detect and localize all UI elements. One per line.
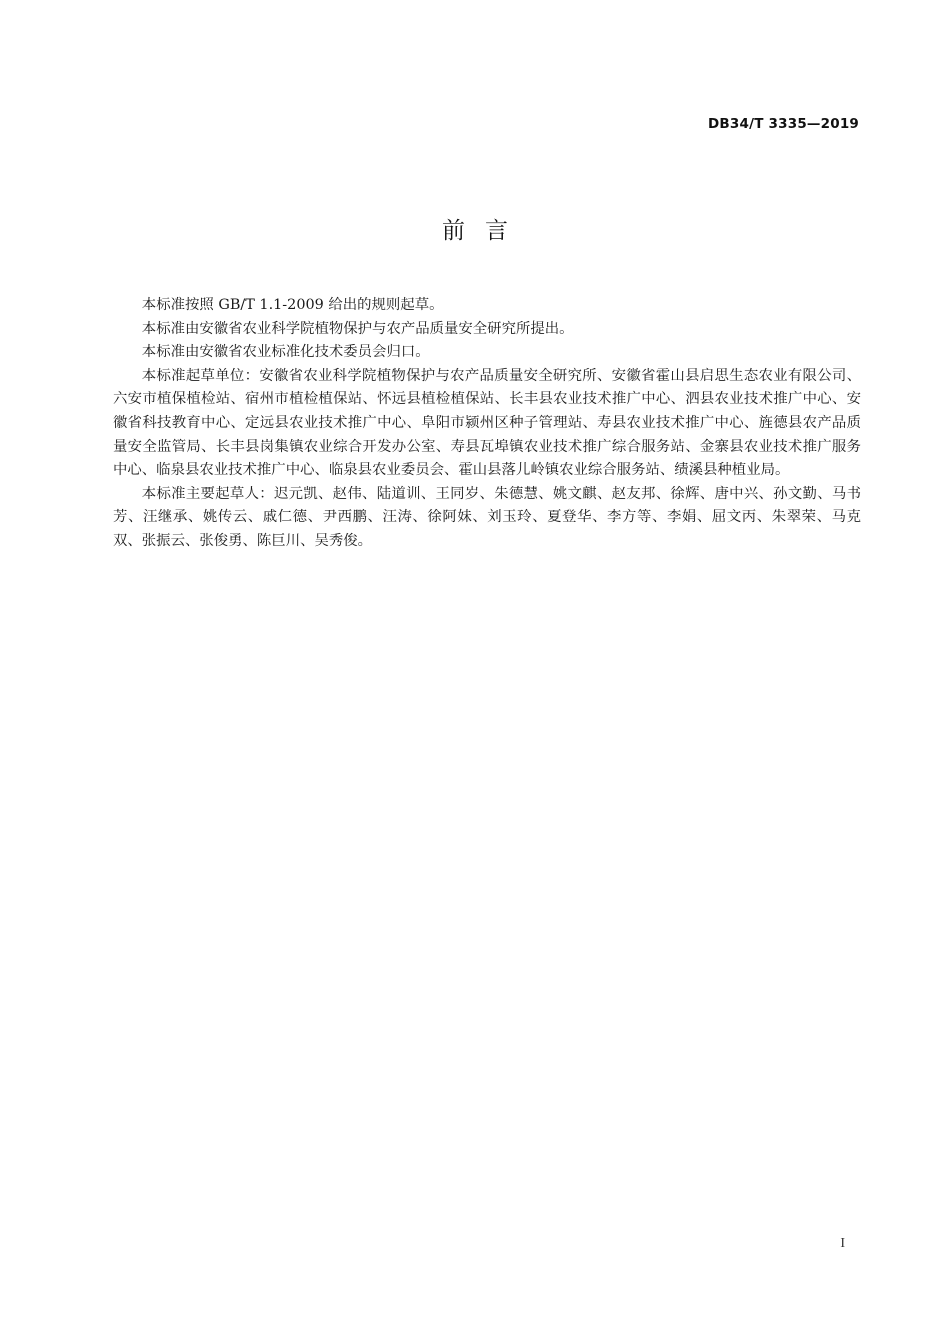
paragraph-drafting-units: 本标准起草单位：安徽省农业科学院植物保护与农产品质量安全研究所、安徽省霍山县启思生态农业有限公司、六安市植保植检站、宿州市植检植保站、怀远县植检植保站、长丰县农业技术推广中心、泗县农业技术推广中心、安徽省科技教育中心、定远县农业技术推广中心、阜阳市颍州区种子管理站、寿县农业技术推广中心、旌德县农产品质量安全监管局、长丰县岗集镇农业综合开发办公室、寿县瓦埠镇农业技术推广综合服务站、金寨县农业技术推广服务中心、临泉县农业技术推广中心、临泉县农业委员会、霍山县落儿岭镇农业综合服务站、绩溪县种植业局。	[113, 367, 861, 479]
page-title: 前言	[442, 218, 528, 244]
paragraph-proposer: 本标准由安徽省农业科学院植物保护与农产品质量安全研究所提出。	[141, 320, 574, 337]
foreword-body	[113, 294, 861, 554]
page-number: I	[840, 1236, 845, 1251]
paragraph-main-drafters: 本标准主要起草人：迟元凯、赵伟、陆道训、王同岁、朱德慧、姚文麒、赵友邦、徐辉、唐中兴、孙文勤、马书芳、汪继承、姚传云、戚仁德、尹西鹏、汪涛、徐阿妹、刘玉玲、夏登华、李方等、李娟、屈文丙、朱翠荣、马克双、张振云、张俊勇、陈巨川、吴秀俊。	[113, 485, 861, 549]
paragraph-centralized-management: 本标准由安徽省农业标准化技术委员会归口。	[141, 344, 430, 361]
paragraph-drafting-rules: 本标准按照 GB/T 1.1-2009 给出的规则起草。	[141, 297, 444, 313]
document-code: DB34/T 3335—2019	[708, 116, 859, 132]
